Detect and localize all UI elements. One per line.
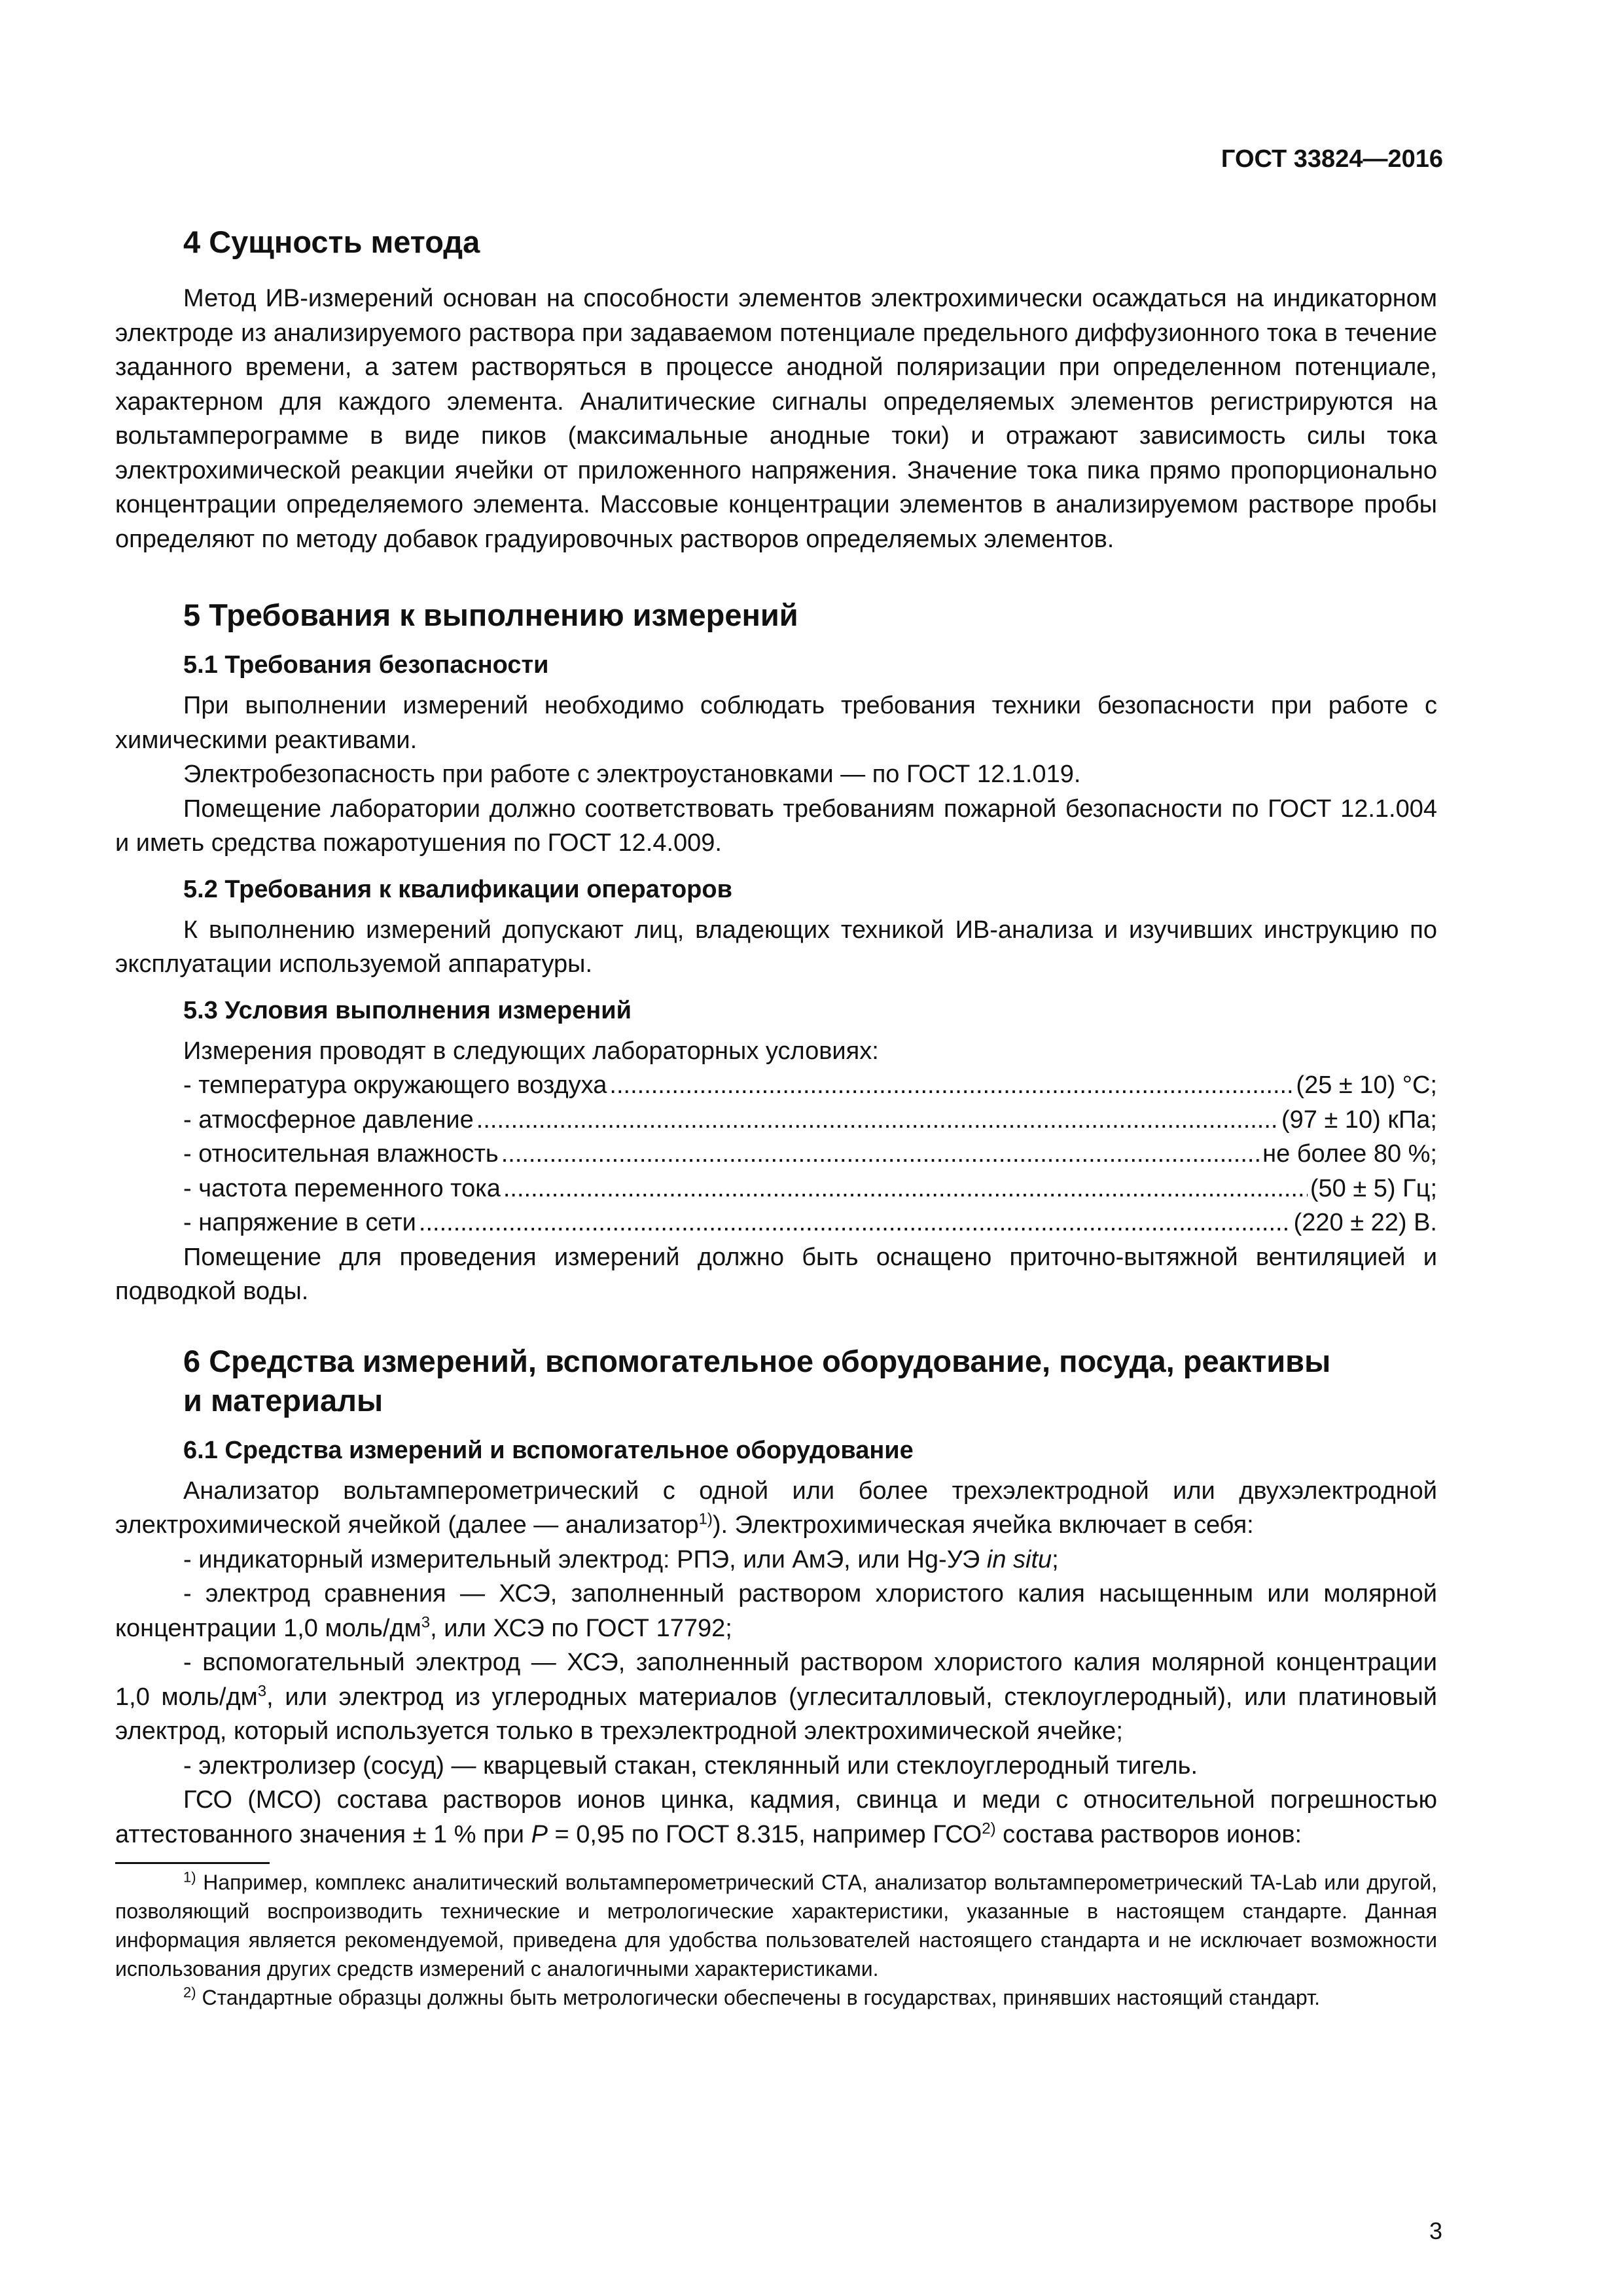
standard-header: ГОСТ 33824—2016 [1221,145,1443,173]
footnote-ref-2[interactable]: 2) [982,1819,996,1837]
section-5-2-p1: К выполнению измерений допускают лиц, владеющих техникой ИВ-анализа и изучивших инструкцию по эксплуатации используемой аппаратуры. [115,916,1437,978]
section-4-title: 4 Сущность метода [183,224,480,259]
section-5-2-title: 5.2 Требования к квалификации операторов [183,875,732,903]
section-6-1-p1: Анализатор вольтамперометрический с одной или более трехэлектродной или двухэлектродной электрохимической ячейкой (далее — анализатор$^{1)}$). Электрохимическая ячейка включает в себя: [115,1477,1437,1539]
condition-label: - температура окружающего воздуха [183,1071,607,1099]
conditions-list [115,1068,1437,1240]
section-5-3-outro: Помещение для проведения измерений должно быть оснащено приточно-вытяжной вентиляцией и подводкой воды. [115,1243,1437,1305]
section-4-text: Метод ИВ-измерений основан на способности элементов электрохимически осаждаться на индикаторном электроде из анализируемого раствора при задаваемом потенциале предельного диффузионного тока в течение заданного времени, а затем растворяться в процессе анодной поляризации при определенном потенциале, характерном для каждого элемента. Аналитические сигналы определяемых элементов регистрируются на вольтамперограмме в виде пиков (максимальные анодные токи) и отражают зависимость силы тока электрохимической реакции ячейки от приложенного напряжения. Значение тока пика прямо пропорционально концентрации определяемого элемента. Массовые концентрации элементов в анализируемом растворе пробы определяют по методу добавок градуировочных растворов определяемых элементов. [115,285,1437,553]
footnote-1: $^{1)}$ Например, комплекс аналитический вольтамперометрический СТА, анализатор вольтамперометрический TA-Lab или другой, позволяющий воспроизводить технические и метрологические характеристики, указанные в настоящем стандарте. Данная информация является рекомендуемой, приведена для удобства пользователей настоящего стандарта и не исключает возможности использования других средств измерений с аналогичными характеристиками. [115,1869,1437,1981]
condition-value: не более 80 %; [1262,1140,1437,1168]
page-number: 3 [1429,2217,1442,2244]
page-content [115,223,1437,2012]
footnote-divider [115,1862,270,1864]
section-6-title-line2: и материалы [183,1382,383,1418]
condition-value: (220 ± 22) В. [1293,1209,1437,1236]
condition-value: (50 ± 5) Гц; [1310,1174,1437,1202]
section-5-3-title: 5.3 Условия выполнения измерений [183,996,632,1024]
condition-row [115,1206,1437,1240]
section-5-1-p3: Помещение лаборатории должно соответствовать требованиям пожарной безопасности по ГОСТ 12.1.004 и иметь средства пожаротушения по ГОСТ 12.4.009. [115,795,1437,857]
condition-label: - напряжение в сети [183,1209,416,1236]
footnote-mark: 2) [183,1984,196,2001]
electrode-item-2: - электрод сравнения — ХСЭ, заполненный раствором хлористого калия насыщенным или молярной концентрации 1,0 моль/$дм^3$, или ХСЭ по ГОСТ 17792; [115,1580,1437,1642]
section-5-1-p2: Электробезопасность при работе с электроустановками — по ГОСТ 12.1.019. [183,761,1081,788]
condition-value: (25 ± 10) °С; [1296,1071,1437,1099]
electrode-item-3: - вспомогательный электрод — ХСЭ, заполненный раствором хлористого калия молярной концентрации 1,0 моль/$дм^3$, или электрод из углеродных материалов (углеситалловый, стеклоуглеродный), или платиновый электрод, который используется только в трехэлектродной электрохимической ячейке; [115,1649,1437,1745]
footnote-2: $^{2)}$ Стандартные образцы должны быть метрологически обеспечены в государствах, принявших настоящий стандарт. [183,1984,1321,2009]
section-5-1-p1: При выполнении измерений необходимо соблюдать требования техники безопасности при работе с химическими реактивами. [115,692,1437,754]
footnote-mark: 1) [183,1869,196,1886]
condition-row [115,1103,1437,1138]
condition-label: - относительная влажность [183,1140,499,1168]
section-5-title: 5 Требования к выполнению измерений [183,598,798,632]
section-6-1-p2: ГСО (МСО) состава растворов ионов цинка, кадмия, свинца и меди с относительной погрешностью аттестованного значения ± 1 % при Р = 0,95 по ГОСТ 8.315, например ГСО$^{2)}$ состава растворов ионов: [115,1786,1437,1848]
electrode-item-1: - индикаторный измерительный электрод: РПЭ, или АмЭ, или Hg-УЭ in situ; [183,1545,1059,1573]
section-6-1-title: 6.1 Средства измерений и вспомогательное оборудование [183,1436,914,1464]
condition-label: - частота переменного тока [183,1174,501,1202]
condition-value: (97 ± 10) кПа; [1281,1105,1437,1134]
condition-row [115,1137,1437,1172]
section-5-3-intro: Измерения проводят в следующих лабораторных условиях: [183,1037,879,1065]
footnote-ref-1[interactable]: 1) [698,1510,713,1528]
condition-row [115,1068,1437,1103]
section-5-1-title: 5.1 Требования безопасности [183,651,549,679]
condition-label: - атмосферное давление [183,1105,474,1134]
section-6-title-line1: 6 Средства измерений, вспомогательное оборудование, посуда, реактивы [183,1343,1331,1378]
condition-row [115,1172,1437,1206]
electrode-item-4: - электролизер (сосуд) — кварцевый стакан, стеклянный или стеклоуглеродный тигель. [183,1751,1198,1780]
